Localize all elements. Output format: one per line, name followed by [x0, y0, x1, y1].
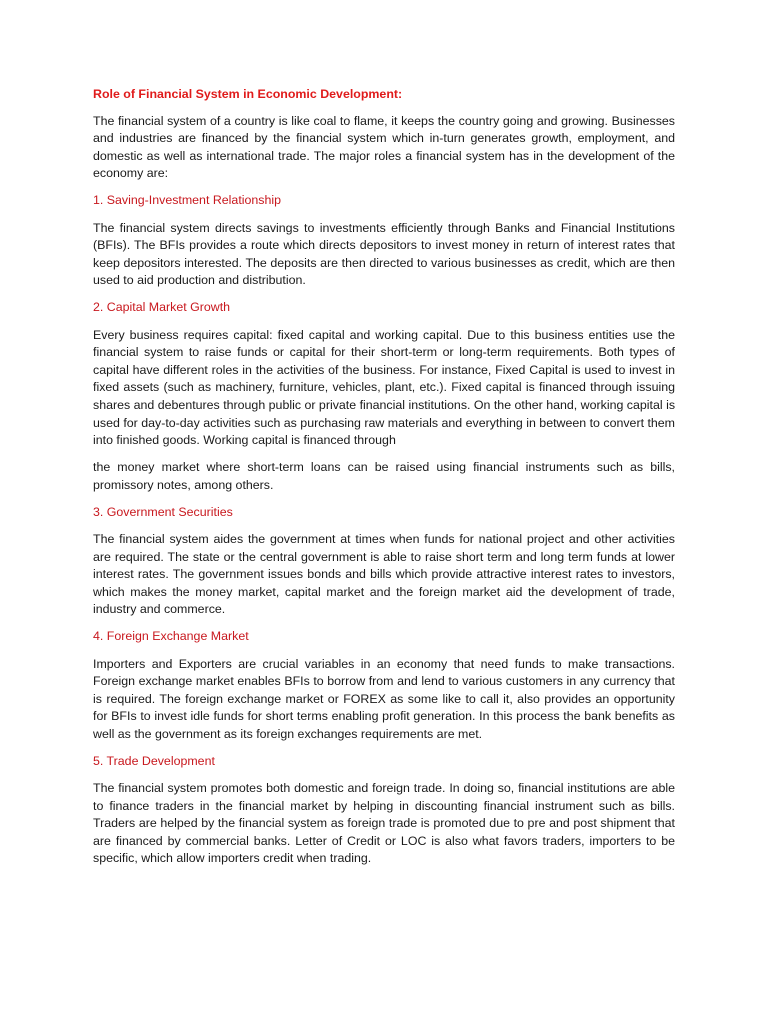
section-paragraph: The financial system promotes both domestic and foreign trade. In doing so, financial institutions are able to finance traders in the financial market by helping in discounting financial instrument such as bills. Traders are helped by the financial system as foreign trade is promoted due to pre and post shipment that are financed by commercial banks. Letter of Credit or LOC is also what favors traders, importers to be specific, which allow importers credit when trading.: [93, 781, 675, 866]
section-paragraph: Every business requires capital: fixed capital and working capital. Due to this business entities use the financial system to raise funds or capital for their short-term or long-term requirements. Both types of capital have different roles in the activities of the business. For instance, Fixed Capital is used to invest in fixed assets (such as machinery, furniture, vehicles, plant, etc.). Fixed capital is financed through issuing shares and debentures through public or private financial institutions. On the other hand, working capital is used for day-to-day activities such as purchasing raw materials and everything in between to convert them into finished goods. Working capital is financed through: [93, 327, 676, 448]
section-heading-trade-development: 5. Trade Development: [93, 754, 215, 768]
section-paragraph: the money market where short-term loans can be raised using financial instruments such as bills, promissory notes, among others.: [93, 460, 675, 492]
document-title: Role of Financial System in Economic Development:: [93, 87, 403, 101]
section-heading-foreign-exchange: 4. Foreign Exchange Market: [93, 629, 249, 644]
section-heading-saving-investment: 1. Saving-Investment Relationship: [93, 193, 282, 208]
document-page: [93, 86, 675, 878]
intro-paragraph: The financial system of a country is like coal to flame, it keeps the country going and growing. Businesses and industries are financed by the financial system which in-turn generates growth, employment, and domestic as well as international trade. The major roles a financial system has in the development of the economy are:: [93, 113, 675, 181]
section-paragraph: The financial system directs savings to investments efficiently through Banks and Financial Institutions (BFIs). The BFIs provides a route which directs depositors to invest money in return of interest rates that keep depositors interested. The deposits are then directed to various businesses as credit, which are then used to aid production and distribution.: [93, 220, 675, 288]
section-paragraph: Importers and Exporters are crucial variables in an economy that need funds to make transactions. Foreign exchange market enables BFIs to borrow from and lend to various customers in any currency that is required. The foreign exchange market or FOREX as some like to call it, also provides an opportunity for BFIs to invest idle funds for short terms enabling profit generation. In this process the bank benefits as well as the government as its foreign exchanges requirements are met.: [93, 656, 675, 741]
section-paragraph: The financial system aides the government at times when funds for national project and other activities are required. The state or the central government is able to raise short term and long term funds at lower interest rates. The government issues bonds and bills which provide attractive interest rates to investors, which makes the money market, capital market and the foreign market aid the development of trade, industry and commerce.: [93, 531, 675, 617]
section-heading-capital-market: 2. Capital Market Growth: [93, 300, 231, 315]
section-heading-government-securities: 3. Government Securities: [93, 504, 233, 519]
